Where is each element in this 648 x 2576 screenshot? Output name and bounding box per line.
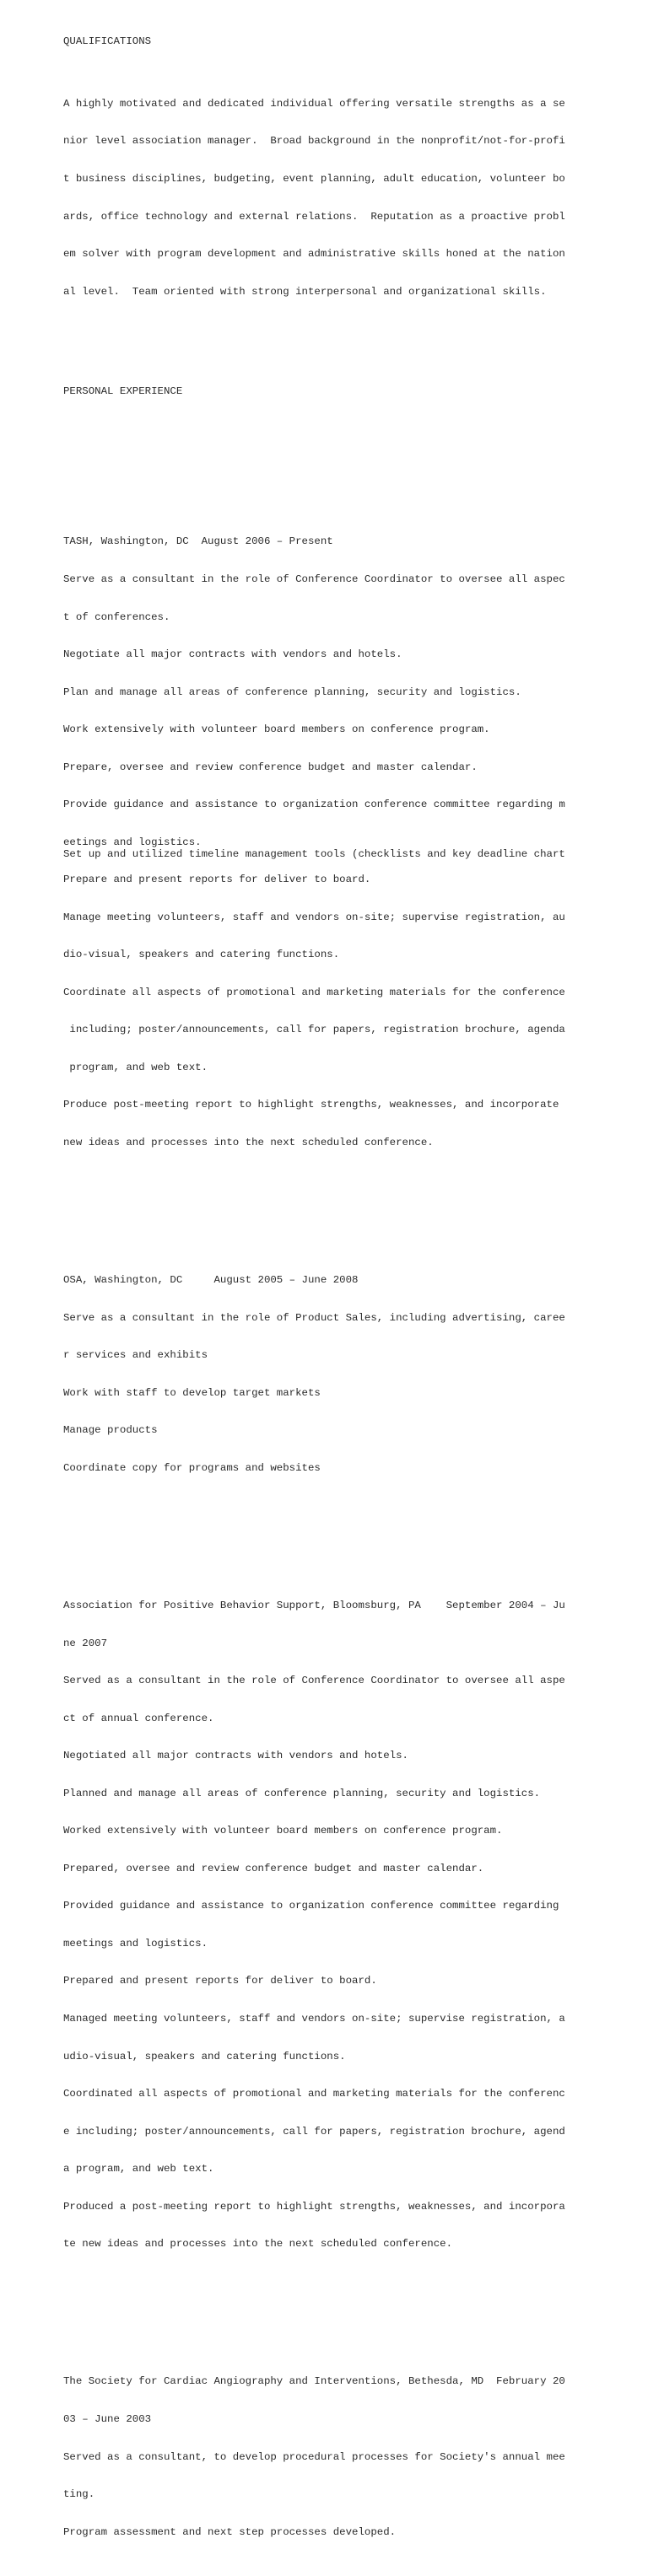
- job-duty-line: t of conferences.: [63, 610, 170, 623]
- job-duty-line: eetings and logistics.: [63, 836, 202, 848]
- summary-line: t business disciplines, budgeting, event planning, adult education, volunteer bo: [63, 172, 565, 185]
- job-duty-line: Manage meeting volunteers, staff and vendors on-site; supervise registration, au: [63, 911, 565, 923]
- job-duty-line: ting.: [63, 2488, 95, 2501]
- job-duty-line: te new ideas and processes into the next scheduled conference.: [63, 2238, 453, 2251]
- resume-document: [63, 10, 637, 2576]
- job-entry-osa: [63, 1250, 637, 1500]
- job-duty-line: Served as a consultant, to develop procedural processes for Society's annual mee: [63, 2450, 565, 2463]
- job-duty-line: Produced a post-meeting report to highlight strengths, weaknesses, and incorpora: [63, 2200, 565, 2213]
- job-duty-line: Prepare, oversee and review conference budget and master calendar.: [63, 761, 478, 773]
- summary-line: ards, office technology and external relations. Reputation as a proactive probl: [63, 210, 565, 223]
- spacer: [63, 460, 637, 473]
- job-duty-line: including; poster/announcements, call for papers, registration brochure, agenda: [63, 1024, 565, 1036]
- spacer: [63, 1525, 637, 1537]
- qualifications-heading: QUALIFICATIONS: [63, 35, 152, 47]
- job-duty-line: Coordinate all aspects of promotional and marketing materials for the conference: [63, 986, 565, 998]
- job-duty-line: ct of annual conference.: [63, 1712, 214, 1724]
- spacer: [63, 423, 637, 436]
- spacer: [63, 1199, 637, 1212]
- job-entry-scai: [63, 2351, 637, 2563]
- job-duty-line: Serve as a consultant in the role of Conference Coordinator to oversee all aspec: [63, 573, 565, 585]
- job-duty-line: Manage products: [63, 1424, 158, 1437]
- spacer: [63, 348, 637, 361]
- job-duty-line: Prepare and present reports for deliver to board.: [63, 874, 371, 886]
- summary-line: al level. Team oriented with strong interpersonal and organizational skills.: [63, 285, 547, 298]
- job-duty-line: Planned and manage all areas of conference planning, security and logistics.: [63, 1787, 541, 1799]
- job-duty-line: Managed meeting volunteers, staff and vendors on-site; supervise registration, a: [63, 2013, 565, 2025]
- job-duty-line: Coordinate copy for programs and websites: [63, 1461, 321, 1474]
- job-header: TASH, Washington, DC August 2006 – Present: [63, 535, 333, 548]
- job-duty-line: Provide guidance and assistance to organization conference committee regarding m: [63, 799, 565, 811]
- job-duty-line: dio-visual, speakers and catering functions.: [63, 949, 340, 961]
- job-duty-line: Provided guidance and assistance to organization conference committee regarding: [63, 1900, 559, 1912]
- job-duty-line: program, and web text.: [63, 1061, 208, 1073]
- job-header: ne 2007: [63, 1637, 108, 1649]
- qualifications-summary: [63, 73, 637, 323]
- job-duty-line: Prepared, oversee and review conference budget and master calendar.: [63, 1862, 484, 1874]
- job-header: Association for Positive Behavior Support, Bloomsburg, PA September 2004 – Ju: [63, 1600, 565, 1612]
- summary-line: em solver with program development and administrative skills honed at the nation: [63, 248, 565, 261]
- job-duty-line: udio-visual, speakers and catering functions.: [63, 2050, 346, 2062]
- job-duty-line: new ideas and processes into the next scheduled conference.: [63, 1136, 434, 1148]
- summary-line: nior level association manager. Broad background in the nonprofit/not-for-profi: [63, 135, 565, 148]
- job-header: 03 – June 2003: [63, 2413, 152, 2425]
- job-duty-line: Negotiate all major contracts with vendors and hotels.: [63, 648, 402, 661]
- job-duty-line: Coordinated all aspects of promotional and marketing materials for the conferenc: [63, 2088, 565, 2100]
- job-duty-line: Served as a consultant in the role of Conference Coordinator to oversee all aspe: [63, 1675, 565, 1687]
- job-header: OSA, Washington, DC August 2005 – June 2008: [63, 1274, 359, 1287]
- spacer: [63, 2300, 637, 2313]
- job-entry-apbs: [63, 1574, 637, 2275]
- job-duty-line: Prepared and present reports for deliver to board.: [63, 1975, 377, 1987]
- job-duty-line: Negotiated all major contracts with vendors and hotels.: [63, 1750, 408, 1762]
- job-duty-line: Work with staff to develop target markets: [63, 1386, 321, 1399]
- job-duty-line: a program, and web text.: [63, 2163, 214, 2175]
- job-duty-line: e including; poster/announcements, call for papers, registration brochure, agend: [63, 2125, 565, 2138]
- job-duty-line: Work extensively with volunteer board members on conference program.: [63, 723, 490, 736]
- job-duty-line: meetings and logistics.: [63, 1937, 208, 1949]
- job-duty-line: Worked extensively with volunteer board members on conference program.: [63, 1825, 503, 1837]
- job-duty-line: Program assessment and next step processes developed.: [63, 2525, 397, 2538]
- job-duty-line: Produce post-meeting report to highlight strengths, weaknesses, and incorporate: [63, 1099, 559, 1111]
- job-duty-line: Serve as a consultant in the role of Product Sales, including advertising, caree: [63, 1311, 565, 1324]
- job-duty-line: Plan and manage all areas of conference planning, security and logistics.: [63, 686, 521, 698]
- experience-heading: PERSONAL EXPERIENCE: [63, 385, 183, 398]
- page-bottom-line: Set up and utilized timeline management tools (checklists and key deadline chart: [63, 848, 565, 860]
- summary-line: A highly motivated and dedicated individual offering versatile strengths as a se: [63, 97, 565, 110]
- job-entry-tash: [63, 511, 637, 1175]
- job-header: The Society for Cardiac Angiography and Interventions, Bethesda, MD February 20: [63, 2375, 565, 2388]
- job-duty-line: r services and exhibits: [63, 1349, 208, 1362]
